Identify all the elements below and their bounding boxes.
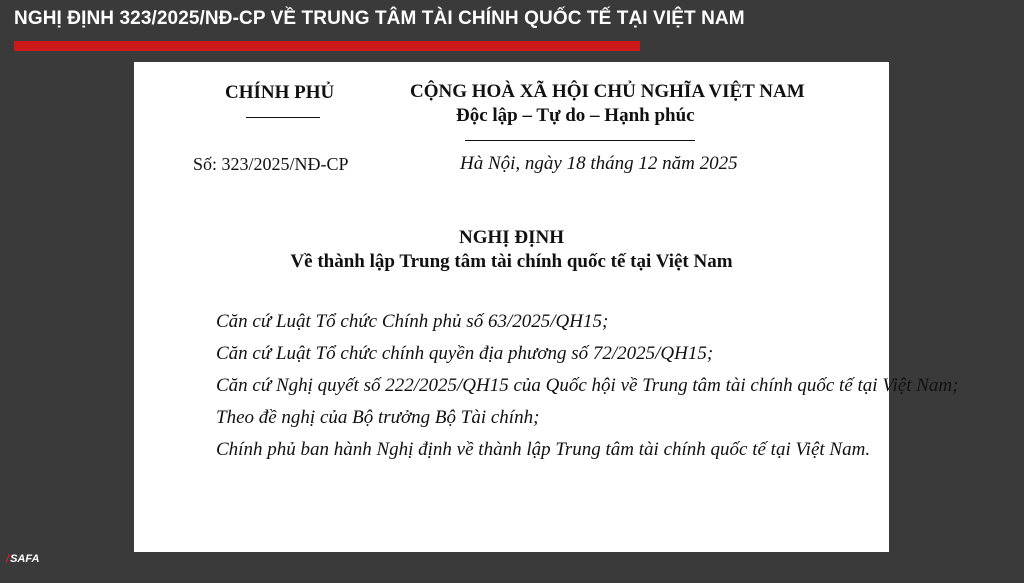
- preamble-line: Căn cứ Luật Tổ chức Chính phủ số 63/2025/QH15;: [216, 311, 609, 332]
- preamble-line: Căn cứ Luật Tổ chức chính quyền địa phương số 72/2025/QH15;: [216, 343, 714, 364]
- preamble-line: Chính phủ ban hành Nghị định về thành lập Trung tâm tài chính quốc tế tại Việt Nam.: [216, 439, 871, 460]
- brand-logo: [6, 553, 39, 565]
- slide-title: NGHỊ ĐỊNH 323/2025/NĐ-CP VỀ TRUNG TÂM TÀI CHÍNH QUỐC TẾ TẠI VIỆT NAM: [14, 8, 745, 29]
- document-page: [134, 62, 959, 552]
- national-title: CỘNG HOÀ XÃ HỘI CHỦ NGHĨA VIỆT NAM: [410, 81, 805, 102]
- preamble-line: Theo đề nghị của Bộ trưởng Bộ Tài chính;: [216, 407, 540, 428]
- issuer-name: CHÍNH PHỦ: [225, 82, 335, 103]
- brand-name: SAFA: [10, 553, 40, 565]
- decree-title: NGHỊ ĐỊNH: [458, 227, 565, 248]
- brand-slash-mark: /: [6, 553, 10, 565]
- document-number: Số: 323/2025/NĐ-CP: [193, 154, 349, 174]
- national-motto: Độc lập – Tự do – Hạnh phúc: [456, 105, 695, 126]
- preamble: [174, 310, 959, 470]
- issuer-divider: [246, 117, 320, 118]
- place-and-date: Hà Nội, ngày 18 tháng 12 năm 2025: [460, 153, 738, 174]
- title-underline-bar: [14, 41, 640, 51]
- decree-subject: Về thành lập Trung tâm tài chính quốc tế tại Việt Nam: [290, 251, 733, 272]
- motto-divider: [465, 140, 695, 141]
- preamble-line: Căn cứ Nghị quyết số 222/2025/QH15 của Quốc hội về Trung tâm tài chính quốc tế tại Việt Nam;: [216, 375, 959, 396]
